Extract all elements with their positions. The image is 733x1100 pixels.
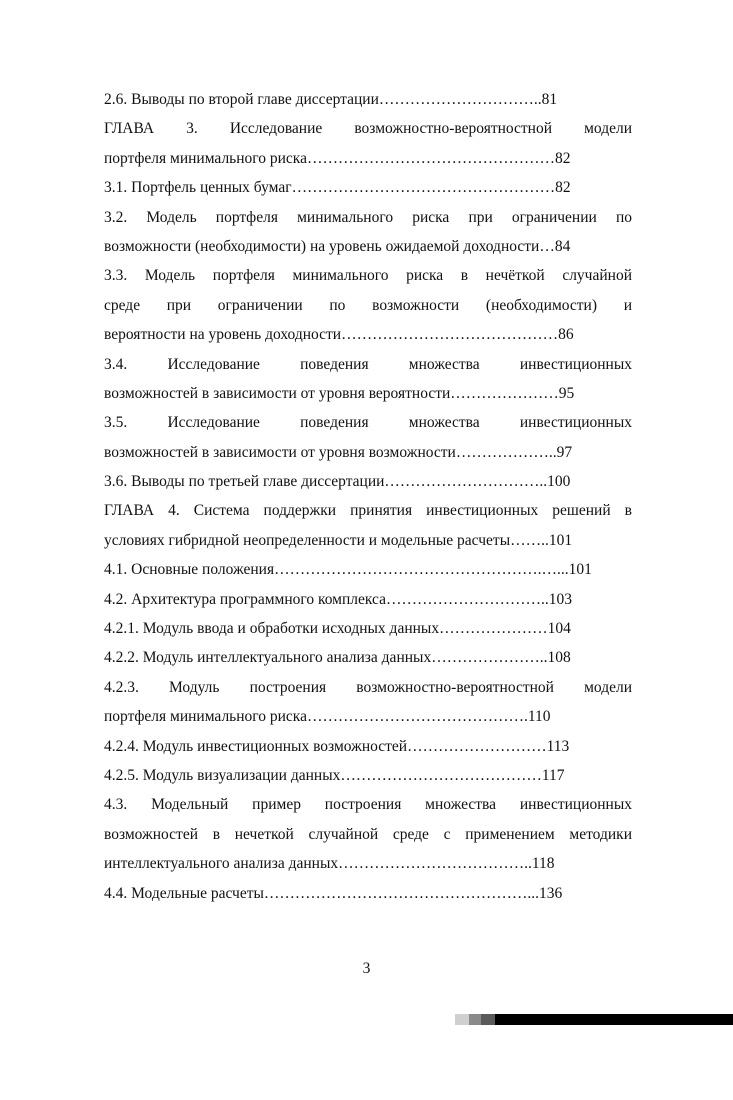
toc-line: 3.6. Выводы по третьей главе диссертации…………………………..100 (104, 473, 571, 491)
table-of-contents (104, 85, 632, 908)
toc-line: 3.1. Портфель ценных бумаг……………………………………………82 (104, 179, 571, 197)
toc-line: 3.3. Модель портфеля минимального риска в нечёткой случайной (104, 267, 632, 285)
toc-line: 4.1. Основные положения…………………………………………….…...101 (104, 561, 592, 579)
scan-bar-segment (495, 1014, 733, 1025)
toc-line: 4.2.2. Модуль интеллектуального анализа данных…………………..108 (104, 649, 571, 667)
toc-line: 4.2. Архитектура программного комплекса…………………………..103 (104, 590, 572, 608)
toc-line: портфеля минимального риска…………………………………………82 (104, 149, 571, 167)
toc-line: 3.2. Модель портфеля минимального риска при ограничении по (104, 208, 632, 226)
toc-line: 4.2.1. Модуль ввода и обработки исходных данных…………………104 (104, 620, 571, 638)
toc-line: 2.6. Выводы по второй главе диссертации…………………………..81 (104, 91, 558, 108)
scan-bar-segment (481, 1014, 495, 1025)
toc-line: ГЛАВА 4. Система поддержки принятия инвестиционных решений в (104, 502, 632, 520)
toc-line: возможностей в зависимости от уровня возможности………………..97 (104, 443, 573, 461)
toc-line: 4.2.4. Модуль инвестиционных возможностей………………………113 (104, 737, 570, 755)
toc-line: 4.3. Модельный пример построения множества инвестиционных (104, 796, 632, 814)
scan-bar-segment (455, 1014, 469, 1025)
scan-bar-segment (469, 1014, 481, 1025)
toc-line: 4.2.5. Модуль визуализации данных…………………………………117 (104, 766, 565, 784)
scan-artifact-bar (455, 1014, 733, 1025)
page-number: 3 (362, 960, 371, 977)
toc-line: возможностей в зависимости от уровня вероятности…………………95 (104, 384, 575, 402)
toc-line: возможности (необходимости) на уровень ожидаемой доходности…84 (104, 237, 571, 255)
toc-line: возможностей в нечеткой случайной среде с применением методики (104, 825, 632, 843)
toc-line: интеллектуального анализа данных………………………………..118 (104, 855, 555, 873)
toc-line: 3.4. Исследование поведения множества инвестиционных (104, 355, 632, 373)
toc-line: условиях гибридной неопределенности и модельные расчеты……..101 (104, 531, 573, 549)
toc-line: 4.4. Модельные расчеты……………………………………………...136 (104, 884, 563, 902)
toc-line: 3.5. Исследование поведения множества инвестиционных (104, 414, 632, 432)
toc-line: портфеля минимального риска…………………………………….110 (104, 708, 551, 726)
toc-line: ГЛАВА 3. Исследование возможностно-вероятностной модели (104, 120, 632, 138)
toc-line: среде при ограничении по возможности (необходимости) и (104, 296, 632, 314)
toc-line: 4.2.3. Модуль построения возможностно-вероятностной модели (104, 678, 632, 696)
toc-line: вероятности на уровень доходности……………………………………86 (104, 326, 574, 344)
